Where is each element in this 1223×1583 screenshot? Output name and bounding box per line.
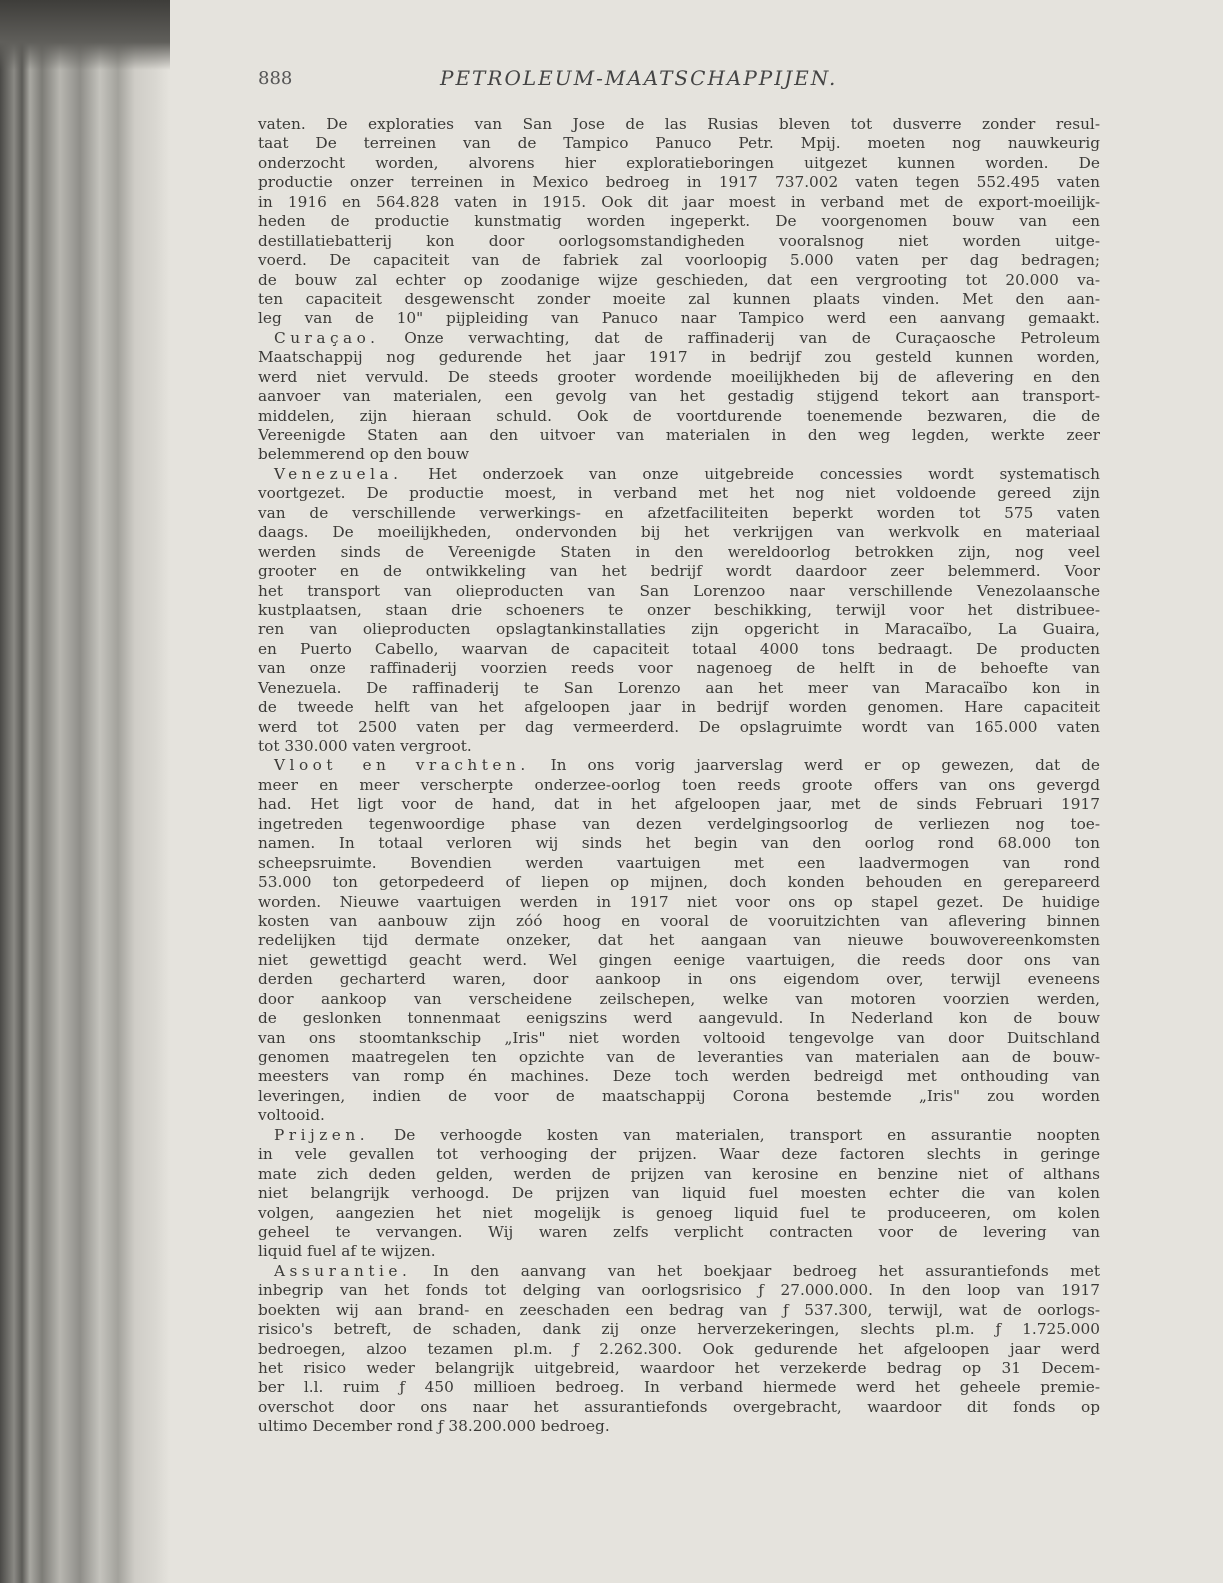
line-text: en Puerto Cabello, waarvan de capaciteit totaal 4000 tons bedraagt. De producten — [258, 639, 1100, 658]
text-line — [258, 368, 1100, 387]
text-line — [258, 1067, 1100, 1086]
text-line — [258, 1242, 1100, 1261]
line-text: in 1916 en 564.828 vaten in 1915. Ook dit jaar moest in verband met de export-moeilijk- — [258, 192, 1100, 211]
text-line — [258, 154, 1100, 173]
line-text: Vereenigde Staten aan den uitvoer van materialen in den weg legden, werkte zeer — [258, 426, 1100, 444]
text-line — [258, 562, 1100, 581]
text-line — [258, 329, 1100, 348]
section-heading: Assurantie. — [274, 1261, 412, 1280]
line-text: liquid fuel af te wijzen. — [258, 1242, 436, 1261]
text-line — [258, 290, 1100, 309]
text-line — [258, 543, 1100, 562]
text-line — [258, 1204, 1100, 1223]
text-line — [258, 1301, 1100, 1320]
text-line — [258, 271, 1100, 290]
text-line — [258, 601, 1100, 620]
line-text: ingetreden tegenwoordige phase van dezen verdelgingsoorlog de verliezen nog toe- — [258, 814, 1100, 833]
text-line — [258, 795, 1100, 814]
text-line — [258, 232, 1100, 251]
line-text: werd tot 2500 vaten per dag vermeerderd. De opslagruimte wordt van 165.000 vaten — [258, 717, 1100, 736]
text-line — [258, 465, 1100, 484]
text-line — [258, 1398, 1100, 1417]
text-line — [258, 1029, 1100, 1048]
text-line — [258, 348, 1100, 367]
text-line — [258, 484, 1100, 503]
text-line — [258, 912, 1100, 931]
text-line — [258, 951, 1100, 970]
line-text: tot 330.000 vaten vergroot. — [258, 737, 472, 755]
line-text: de tweede helft van het afgeloopen jaar in bedrijf worden genomen. Hare capaciteit — [258, 698, 1100, 717]
line-text: werden sinds de Vereenigde Staten in den wereldoorlog betrokken zijn, nog veel — [258, 542, 1100, 561]
line-text: had. Het ligt voor de hand, dat in het afgeloopen jaar, met de sinds Februari 1917 — [258, 795, 1100, 814]
text-line — [258, 445, 1100, 464]
line-text: onderzocht worden, alvorens hier exploratieboringen uitgezet kunnen worden. De — [258, 153, 1100, 172]
text-line — [258, 776, 1100, 795]
line-text: vaten. De exploraties van San Jose de las Rusias bleven tot dusverre zonder resul- — [258, 115, 1100, 133]
line-text: niet belangrijk verhoogd. De prijzen van liquid fuel moesten echter die van kolen — [258, 1184, 1100, 1203]
text-line — [258, 504, 1100, 523]
line-text: van onze raffinaderij voorzien reeds voor nagenoeg de helft in de behoefte van — [258, 659, 1100, 678]
text-line — [258, 834, 1100, 853]
text-line — [258, 1184, 1100, 1203]
section-heading: Vloot en vrachten. — [274, 756, 530, 775]
text-line — [258, 407, 1100, 426]
text-line — [258, 309, 1100, 328]
running-title: PETROLEUM-MAATSCHAPPIJEN. — [440, 66, 838, 90]
text-line — [258, 1009, 1100, 1028]
paragraph — [258, 1126, 1100, 1262]
text-line — [258, 1359, 1100, 1378]
line-text: belemmerend op den bouw — [258, 445, 470, 464]
text-line — [258, 1223, 1100, 1242]
line-text: Venezuela. De raffinaderij te San Lorenzo aan het meer van Maracaïbo kon in — [258, 678, 1100, 697]
text-line — [258, 1165, 1100, 1184]
text-line — [258, 990, 1100, 1009]
paragraph — [258, 1262, 1100, 1437]
text-line — [258, 1126, 1100, 1145]
text-line — [258, 134, 1100, 153]
line-text: worden. Nieuwe vaartuigen werden in 1917 niet voor ons op stapel gezet. De huidige — [258, 892, 1100, 911]
line-text: De verhoogde kosten van materialen, transport en assurantie noopten — [393, 1125, 1100, 1144]
line-text: productie onzer terreinen in Mexico bedroeg in 1917 737.002 vaten tegen 552.495 vaten — [258, 173, 1100, 192]
line-text: middelen, zijn hieraan schuld. Ook de voortdurende toenemende bezwaren, die de — [258, 406, 1100, 425]
line-text: destillatiebatterij kon door oorlogsomstandigheden vooralsnog niet worden uitge- — [258, 231, 1100, 250]
text-line — [258, 815, 1100, 834]
line-text: overschot door ons naar het assurantiefonds overgebracht, waardoor dit fonds op — [258, 1397, 1100, 1416]
text-line — [258, 426, 1100, 445]
text-line — [258, 931, 1100, 950]
line-text: risico's betreft, de schaden, dank zij onze herverzekeringen, slechts pl.m. ƒ 1.725.000 — [258, 1320, 1100, 1339]
line-text: ber l.l. ruim ƒ 450 millioen bedroeg. In verband hiermede werd het geheele premie- — [258, 1378, 1100, 1397]
line-text: boekten wij aan brand- en zeeschaden een bedrag van ƒ 537.300, terwijl, wat de oorlogs- — [258, 1300, 1100, 1319]
line-text: ten capaciteit desgewenscht zonder moeite zal kunnen plaats vinden. Met den aan- — [258, 289, 1100, 308]
line-text: mate zich deden gelden, werden de prijzen van kerosine en benzine niet of althans — [258, 1164, 1100, 1183]
text-line — [258, 659, 1100, 678]
text-line — [258, 873, 1100, 892]
line-text: heden de productie kunstmatig worden ingeperkt. De voorgenomen bouw van een — [258, 212, 1100, 231]
section-heading: Prijzen. — [274, 1125, 370, 1144]
text-line — [258, 1340, 1100, 1359]
line-text: de geslonken tonnenmaat eenigszins werd aangevuld. In Nederland kon de bouw — [258, 1009, 1100, 1028]
line-text: genomen maatregelen ten opzichte van de leveranties van materialen aan de bouw- — [258, 1048, 1100, 1066]
text-line — [258, 698, 1100, 717]
text-line — [258, 387, 1100, 406]
line-text: de bouw zal echter op zoodanige wijze geschieden, dat een vergrooting tot 20.000 va- — [258, 270, 1100, 289]
line-text: in vele gevallen tot verhooging der prijzen. Waar deze factoren slechts in geringe — [258, 1145, 1100, 1164]
line-text: kustplaatsen, staan drie schoeners te onzer beschikking, terwijl voor het distribuee- — [258, 600, 1100, 619]
line-text: redelijken tijd dermate onzeker, dat het aangaan van nieuwe bouwovereenkomsten — [258, 931, 1100, 950]
line-text: meesters van romp én machines. Deze toch werden bedreigd met onthouding van — [258, 1067, 1100, 1086]
text-line — [258, 1281, 1100, 1300]
text-line — [258, 718, 1100, 737]
text-line — [258, 1378, 1100, 1397]
text-line — [258, 173, 1100, 192]
line-text: volgen, aangezien het niet mogelijk is genoeg liquid fuel te produceeren, om kolen — [258, 1203, 1100, 1222]
text-line — [258, 756, 1100, 775]
line-text: bedroegen, alzoo tezamen pl.m. ƒ 2.262.300. Ook gedurende het afgeloopen jaar werd — [258, 1339, 1100, 1358]
text-line — [258, 1262, 1100, 1281]
line-text: In ons vorig jaarverslag werd er op gewezen, dat de — [550, 756, 1100, 775]
line-text: geheel te vervangen. Wij waren zelfs verplicht contracten voor de levering van — [258, 1222, 1100, 1241]
line-text: ultimo December rond ƒ 38.200.000 bedroeg. — [258, 1417, 610, 1436]
line-text: voortgezet. De productie moest, in verband met het nog niet voldoende gereed zijn — [258, 484, 1100, 503]
line-text: inbegrip van het fonds tot delging van oorlogsrisico ƒ 27.000.000. In den loop van 1917 — [258, 1281, 1100, 1300]
text-line — [258, 251, 1100, 270]
text-line — [258, 1320, 1100, 1339]
line-text: 53.000 ton getorpedeerd of liepen op mijnen, doch konden behouden en gerepareerd — [258, 873, 1100, 892]
line-text: Maatschappij nog gedurende het jaar 1917 in bedrijf zou gesteld kunnen worden, — [258, 348, 1100, 367]
book-spine — [0, 0, 170, 1583]
line-text: van ons stoomtankschip „Iris" niet worden voltooid tengevolge van door Duitschland — [258, 1028, 1100, 1047]
paragraph — [258, 115, 1100, 329]
line-text: voerd. De capaciteit van de fabriek zal voorloopig 5.000 vaten per dag bedragen; — [258, 251, 1100, 270]
text-line — [258, 1417, 1100, 1436]
line-text: taat De terreinen van de Tampico Panuco Petr. Mpij. moeten nog nauwkeurig — [258, 134, 1100, 153]
line-text: het transport van olieproducten van San Lorenzoo naar verschillende Venezolaansche — [258, 581, 1100, 600]
book-spine-shadow — [0, 0, 170, 70]
line-text: scheepsruimte. Bovendien werden vaartuigen met een laadvermogen van rond — [258, 853, 1100, 872]
line-text: van de verschillende verwerkings- en afzetfaciliteiten beperkt worden tot 575 vaten — [258, 503, 1100, 522]
page-number: 888 — [258, 68, 293, 89]
text-line — [258, 1145, 1100, 1164]
section-heading: Curaçao. — [274, 328, 380, 347]
line-text: Het onderzoek van onze uitgebreide concessies wordt systematisch — [428, 464, 1100, 483]
text-line — [258, 854, 1100, 873]
line-text: meer en meer verscherpte onderzee-oorlog toen reeds groote offers van ons gevergd — [258, 775, 1100, 794]
line-text: door aankoop van verscheidene zeilschepen, welke van motoren voorzien werden, — [258, 989, 1100, 1008]
paragraph — [258, 756, 1100, 1125]
line-text: Onze verwachting, dat de raffinaderij van de Curaçaosche Petroleum — [404, 328, 1100, 347]
line-text: ren van olieproducten opslagtankinstallaties zijn opgericht in Maracaïbo, La Guaira, — [258, 620, 1100, 639]
text-line — [258, 893, 1100, 912]
line-text: derden gecharterd waren, door aankoop in ons eigendom over, terwijl eveneens — [258, 970, 1100, 989]
section-heading: Venezuela. — [274, 464, 403, 483]
body-text — [258, 115, 1100, 1437]
line-text: aanvoer van materialen, een gevolg van het gestadig stijgend tekort aan transport- — [258, 387, 1100, 406]
text-line — [258, 737, 1100, 756]
line-text: In den aanvang van het boekjaar bedroeg het assurantiefonds met — [432, 1261, 1100, 1280]
line-text: leg van de 10" pijpleiding van Panuco naar Tampico werd een aanvang gemaakt. — [258, 309, 1100, 328]
line-text: niet gewettigd geacht werd. Wel gingen eenige vaartuigen, die reeds door ons van — [258, 950, 1100, 969]
text-line — [258, 193, 1100, 212]
line-text: het risico weder belangrijk uitgebreid, waardoor het verzekerde bedrag op 31 Decem- — [258, 1359, 1100, 1377]
text-line — [258, 212, 1100, 231]
text-line — [258, 1087, 1100, 1106]
line-text: grooter en de ontwikkeling van het bedrijf wordt daardoor zeer belemmerd. Voor — [258, 562, 1100, 581]
text-line — [258, 523, 1100, 542]
text-line — [258, 1048, 1100, 1067]
text-line — [258, 1106, 1100, 1125]
line-text: daags. De moeilijkheden, ondervonden bij het verkrijgen van werkvolk en materiaal — [258, 523, 1100, 542]
line-text: namen. In totaal verloren wij sinds het begin van den oorlog rond 68.000 ton — [258, 834, 1100, 853]
text-line — [258, 679, 1100, 698]
paragraph — [258, 329, 1100, 465]
text-line — [258, 640, 1100, 659]
line-text: leveringen, indien de voor de maatschappij Corona bestemde „Iris" zou worden — [258, 1086, 1100, 1105]
paragraph — [258, 465, 1100, 757]
line-text: werd niet vervuld. De steeds grooter wordende moeilijkheden bij de aflevering en den — [258, 367, 1100, 386]
text-line — [258, 970, 1100, 989]
text-line — [258, 115, 1100, 134]
line-text: kosten van aanbouw zijn zóó hoog en vooral de vooruitzichten van aflevering binnen — [258, 911, 1100, 930]
text-line — [258, 582, 1100, 601]
text-line — [258, 620, 1100, 639]
line-text: voltooid. — [258, 1106, 325, 1125]
